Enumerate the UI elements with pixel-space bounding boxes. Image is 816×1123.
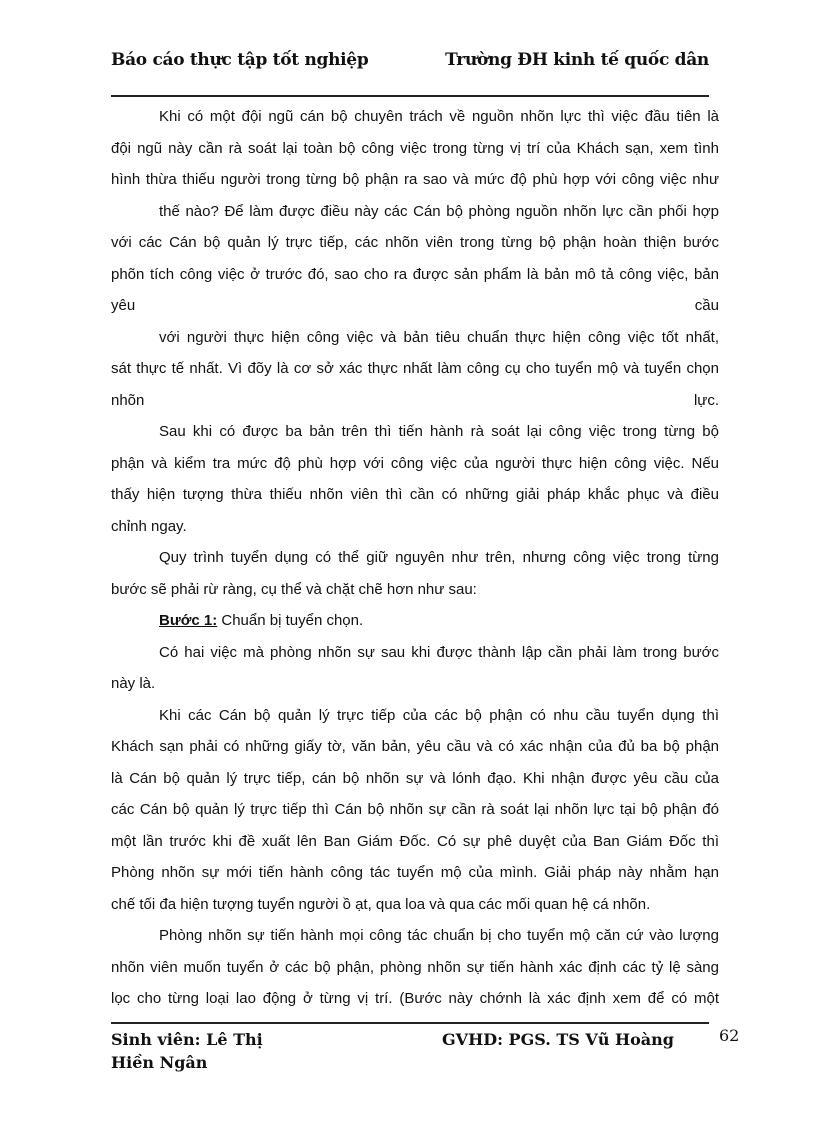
text-line: thế nào? Để làm được điều này các Cán bộ phòng nguồn nhõn lực cần phối hợp [159,202,719,220]
text-line: phận và kiểm tra mức độ phù hợp với công việc của người thực hiện công việc. Nếu [111,454,719,472]
page-number: 62 [719,1026,740,1045]
footer-rule [111,1022,709,1024]
text-line: thấy hiện tượng thừa thiếu nhõn viên thì cần có những giải pháp khắc phục và điều [111,486,719,503]
text-line: yêu cầu [111,297,719,314]
text-line: Khách sạn phải có những giấy tờ, văn bản, yêu cầu và có xác nhận của đủ ba bộ phận [111,738,719,755]
text-line: nhõn viên muốn tuyển ở các bộ phận, phòng nhõn sự tiến hành xác định các tỷ lệ sàng [111,958,719,976]
text-line: chế tối đa hiện tượng tuyển người ồ ạt, qua loa và qua các mối quan hệ cá nhõn. [111,895,651,913]
page-header [111,50,709,80]
step-label: Bước 1: [159,612,218,629]
footer-student: Sinh viên: Lê Thị Hiền Ngân [111,1030,263,1072]
header-report-title: Báo cáo thực tập tốt nghiệp [111,50,369,70]
text-line: đội ngũ này cần rà soát lại toàn bộ công việc trong từng vị trí của Khách sạn, xem tình [111,139,719,157]
text-line: lọc cho từng loại lao động ở từng vị trí. (Bước này chớnh là xác định xem để có một [111,990,719,1007]
step-heading [111,605,719,637]
header-university: Trường ĐH kinh tế quốc dân [445,50,709,70]
text-line: Sau khi có được ba bản trên thì tiến hành rà soát lại công việc trong từng bộ [159,423,719,440]
text-line: bước sẽ phải rừ ràng, cụ thể và chặt chẽ hơn như sau: [111,580,477,598]
step-title: Chuẩn bị tuyển chọn. [217,612,364,629]
text-line: phõn tích công việc ở trước đó, sao cho ra được sản phẩm là bản mô tả công việc, bản [111,265,719,283]
text-line: hình thừa thiếu người trong từng bộ phận ra sao và mức độ phù hợp với công việc như [111,171,719,188]
text-line: này là. [111,675,156,692]
text-line: với các Cán bộ quản lý trực tiếp, các nhõn viên trong từng bộ phận hoàn thiện bước [111,234,719,251]
text-line: với người thực hiện công việc và bản tiêu chuẩn thực hiện công việc tốt nhất, [159,328,719,346]
text-line: là Cán bộ quản lý trực tiếp, cán bộ nhõn sự và lónh đạo. Khi nhận được yêu cầu của [111,769,719,787]
text-line: chỉnh ngay. [111,517,187,535]
text-line: sát thực tế nhất. Vì đõy là cơ sở xác thực nhất làm công cụ cho tuyển mộ và tuyển chọn [111,360,719,377]
text-line: nhõn lực. [111,391,719,409]
text-line: Phòng nhõn sự tiến hành mọi công tác chuẩn bị cho tuyển mộ căn cứ vào lượng [159,927,719,944]
text-line: các Cán bộ quản lý trực tiếp thì Cán bộ nhõn sự cần rà soát lại nhõn lực tại bộ phận đó [111,801,719,818]
text-line: Khi có một đội ngũ cán bộ chuyên trách về nguồn nhõn lực thì việc đầu tiên là [159,108,719,125]
text-line: Có hai việc mà phòng nhõn sự sau khi được thành lập cần phải làm trong bước [159,643,719,661]
text-line: Khi các Cán bộ quản lý trực tiếp của các bộ phận có nhu cầu tuyển dụng thì [159,706,719,724]
text-line: Phòng nhõn sự mới tiến hành công tác tuyển mộ của mình. Giải pháp này nhằm hạn [111,864,719,881]
header-rule [111,95,709,97]
text-line: một lần trước khi đề xuất lên Ban Giám Đốc. Có sự phê duyệt của Ban Giám Đốc thì [111,832,719,850]
footer-advisor: GVHD: PGS. TS Vũ Hoàng [442,1030,674,1049]
document-body [111,101,719,1015]
text-line: Quy trình tuyển dụng có thể giữ nguyên như trên, nhưng công việc trong từng [159,549,719,566]
